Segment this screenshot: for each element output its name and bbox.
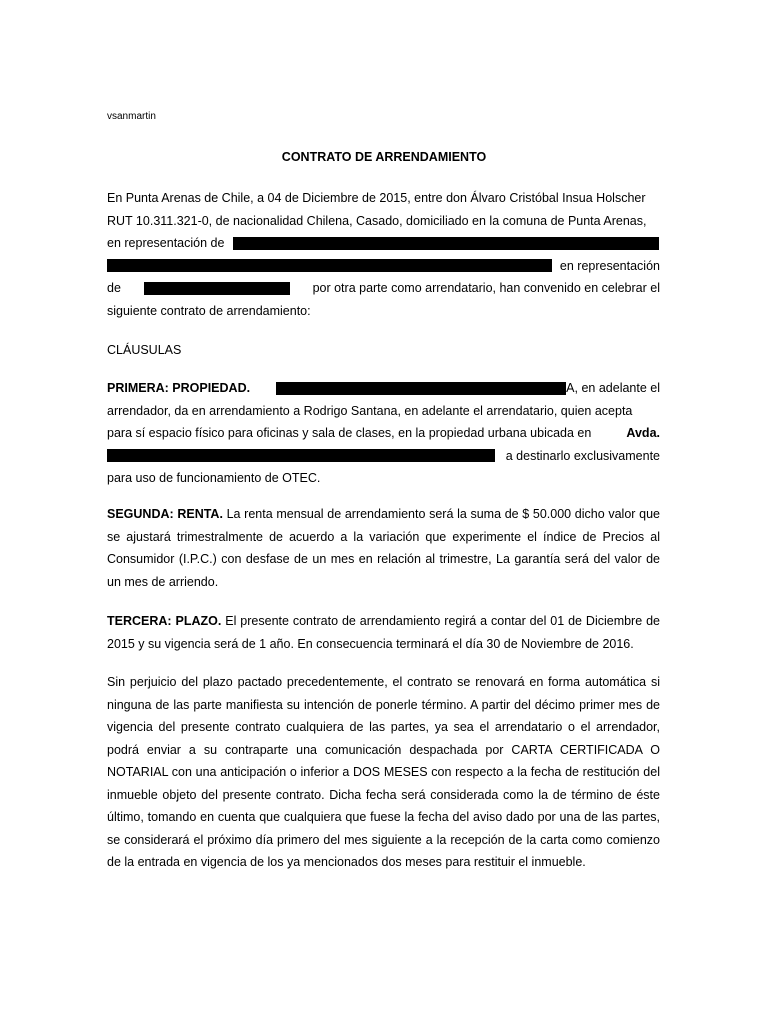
primera-line-1: PRIMERA: PROPIEDAD. A, en adelante el (107, 377, 660, 400)
intro-paragraph (107, 187, 660, 322)
redaction-box (144, 282, 290, 295)
primera-line-3: para sí espacio físico para oficinas y sala de clases, en la propiedad urbana ubicada en Avda. (107, 426, 660, 440)
primera-label: PRIMERA: PROPIEDAD. (107, 381, 251, 395)
tercera-paragraph (107, 610, 660, 655)
intro-line-5: de por otra parte como arrendatario, han convenido en celebrar el (107, 281, 660, 295)
intro-line-2: RUT 10.311.321-0, de nacionalidad Chilena, Casado, domiciliado en la comuna de Punta Arenas, (107, 213, 647, 228)
segunda-label: SEGUNDA: RENTA. (107, 507, 223, 521)
redaction-box (107, 259, 552, 272)
renovacion-text: Sin perjuicio del plazo pactado precedentemente, el contrato se renovará en forma automática si ninguna de las parte manifiesta su intención de ponerle término. A partir del décimo primer mes de vigencia del presente contrato cualquiera de las partes, ya sea el arrendatario o el arrendador, podrá enviar a su contraparte una comunicación despachada por CARTA CERTIFICADA O NOTARIAL con una anticipación o inferior a DOS MESES con respecto a la fecha de restitución del inmueble objeto del presente contrato. Dicha fecha será considerada como la de término de éste último, tomando en cuenta que cualquiera que fuese la fecha del aviso dado por una de las partes, se considerará el próximo día primero del mes siguiente a la recepción de la carta como comienzo de la entrada en vigencia de los ya mencionados dos meses para restituir el inmueble. (107, 675, 660, 869)
redaction-box (276, 382, 566, 395)
primera-line-2: arrendador, da en arrendamiento a Rodrigo Santana, en adelante el arrendatario, quien acepta (107, 403, 633, 418)
intro-line-1: En Punta Arenas de Chile, a 04 de Diciembre de 2015, entre don Álvaro Cristóbal Insua Holscher (107, 191, 646, 205)
header-author: vsanmartin (107, 111, 156, 122)
primera-paragraph (107, 377, 660, 490)
intro-line-4: en representación (107, 255, 660, 278)
document-title: CONTRATO DE ARRENDAMIENTO (281, 150, 487, 164)
redaction-box (233, 237, 659, 250)
intro-line-6: siguiente contrato de arrendamiento: (107, 303, 311, 318)
primera-line-5: para uso de funcionamiento de OTEC. (107, 471, 321, 485)
segunda-text: La renta mensual de arrendamiento será la suma de $ 50.000 dicho valor que se ajustará trimestralmente de acuerdo a la variación que experimente el índice de Precios al Consumidor (I.P.C.) con desfase de un mes en relación al trimestre, La garantía será del valor de un mes de arriendo. (107, 507, 660, 589)
tercera-text: El presente contrato de arrendamiento regirá a contar del 01 de Diciembre de 2015 y su vigencia será de 1 año. En consecuencia terminará el día 30 de Noviembre de 2016. (107, 614, 660, 651)
redaction-box (107, 449, 495, 462)
segunda-paragraph (107, 503, 660, 593)
tercera-label: TERCERA: PLAZO. (107, 614, 222, 628)
primera-line-4: a destinarlo exclusivamente (107, 445, 660, 468)
clausulas-heading: CLÁUSULAS (107, 343, 182, 357)
renovacion-paragraph (107, 671, 660, 874)
intro-line-3: en representación de (107, 232, 660, 255)
